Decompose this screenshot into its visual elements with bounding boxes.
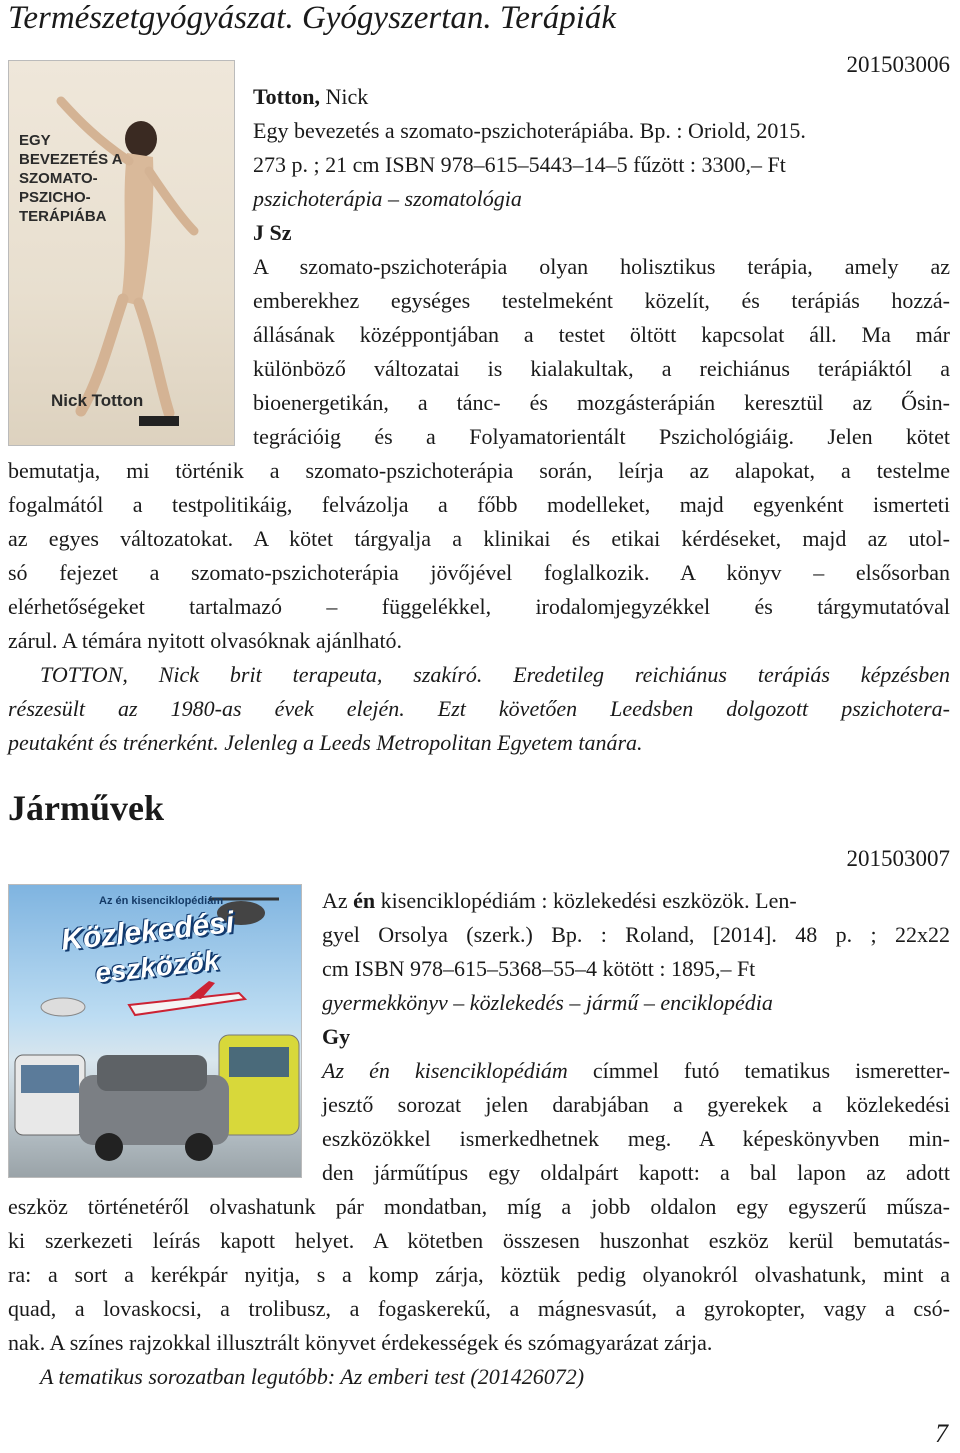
- description-line: bemutatja, mi történik a szomato-pszichoterápia során, leírja az alapokat, a testelme: [8, 458, 950, 483]
- author-bio-line: peutaként és trénerként. Jelenleg a Leeds Metropolitan Egyetem tanára.: [8, 730, 643, 755]
- section-title: Természetgyógyászat. Gyógyszertan. Terápiák: [8, 0, 617, 36]
- description-line: ki szerkezeti leírás kapott helyet. A kötetben összesen huszonhat eszköz kerül bemutatás-: [8, 1228, 950, 1253]
- bibliographic-line: [322, 884, 950, 918]
- bibliographic-line: gyel Orsolya (szerk.) Bp. : Roland, [2014]. 48 p. ; 22x22: [322, 922, 950, 947]
- bibliographic-line: cm ISBN 978–615–5368–55–4 kötött : 1895,– Ft: [322, 956, 756, 981]
- bibliographic-line: Egy bevezetés a szomato-pszichoterápiába. Bp. : Oriold, 2015.: [253, 118, 806, 143]
- cover-series: Az én kisenciklopédiám: [99, 895, 224, 907]
- cover-author: Nick Totton: [51, 391, 144, 410]
- description-line: állásának középpontjában a testet öltött kapcsolat áll. Ma már: [253, 322, 950, 347]
- cover-illustration: [9, 61, 234, 445]
- author-line: [253, 80, 950, 114]
- description-line: tegrációig és a Folyamatorientált Pszichológiáig. Jelen kötet: [253, 424, 950, 449]
- title-part: kisenciklopédiám : közlekedési eszközök. Len-: [375, 888, 797, 913]
- subject-terms: gyermekkönyv – közlekedés – jármű – enciklopédia: [322, 990, 773, 1015]
- section-title: Járművek: [8, 788, 164, 828]
- book-cover-image: [8, 60, 235, 446]
- description-line: az egyes változatokat. A kötet tárgyalja a klinikai és etikai kérdéseket, majd az utol-: [8, 526, 950, 551]
- series-title: Az én kisenciklopédiám: [322, 1058, 568, 1083]
- description-line: den járműtípus egy oldalpárt kapott: a bal lapon az adott: [322, 1160, 950, 1185]
- description-line: bioenergetikán, a tánc- és mozgásterápián keresztül az Ősin-: [253, 390, 950, 415]
- author-bio-line: részesült az 1980-as évek elején. Ezt követően Leedsben dolgozott pszichotera-: [8, 696, 950, 721]
- description-line: nak. A színes rajzokkal illusztrált könyvet érdekességek és szómagyarázat zárja.: [8, 1330, 713, 1355]
- description-line: elérhetőségeket tartalmazó – függelékkel, irodalomjegyzékkel és tárgymutatóval: [8, 594, 950, 619]
- description-line: quad, a lovaskocsi, a trolibusz, a fogaskerekű, a mágnesvasút, a gyrokopter, vagy a csó-: [8, 1296, 950, 1321]
- cover-title: Közlekedési: [59, 906, 236, 957]
- author-bio-line: TOTTON, Nick brit terapeuta, szakíró. Eredetileg reichiánus terápiás képzésben: [40, 662, 950, 687]
- title-part: Az: [322, 888, 354, 913]
- entry-id: 201503007: [846, 846, 950, 871]
- description-line: só fejezet a szomato-pszichoterápia jövőjével foglalkozik. A könyv – elsősorban: [8, 560, 950, 585]
- series-note: A tematikus sorozatban legutóbb: Az emberi test (201426072): [40, 1364, 585, 1389]
- description-line: eszköz történetéről olvashatunk pár mondatban, míg a jobb oldalon egy egyszerű műsza-: [8, 1194, 950, 1219]
- entry-id: 201503006: [846, 52, 950, 77]
- description-line: fogalmától a testpolitikáig, felvázolja a főbb modelleket, majd egyenként ismerteti: [8, 492, 950, 517]
- description-line: emberekhez egységes testelmeként közelít, és terápiás hozzá-: [253, 288, 950, 313]
- description-text: címmel futó tematikus ismeretter-: [567, 1058, 950, 1083]
- cover-title: EGY BEVEZETÉS A SZOMATO-PSZICHO-TERÁPIÁBA: [19, 132, 123, 225]
- cover-title: eszközök: [93, 944, 221, 989]
- classification-code: Gy: [322, 1024, 351, 1049]
- author-forename: Nick: [320, 84, 369, 109]
- description-line: eszközökkel ismerkedhetnek meg. A képeskönyvben min-: [322, 1126, 950, 1151]
- description-line: ra: a sort a kerékpár nyitja, s a komp zárja, köztük pedig olyanokról olvashatunk, mint a: [8, 1262, 950, 1287]
- author-surname: Totton,: [253, 84, 321, 109]
- description-line: A szomato-pszichoterápia olyan holisztikus terápia, amely az: [253, 254, 950, 279]
- page-number: 7: [935, 1419, 948, 1448]
- book-cover-image: [8, 884, 302, 1178]
- subject-terms: pszichoterápia – szomatológia: [253, 186, 522, 211]
- description-line: [322, 1054, 950, 1088]
- description-line: jesztő sorozat jelen darabjában a gyerekek a közlekedési: [322, 1092, 950, 1117]
- description-line: különböző változatai is kialakultak, a reichiánus terápiáktól a: [253, 356, 950, 381]
- bibliographic-line: 273 p. ; 21 cm ISBN 978–615–5443–14–5 fűzött : 3300,– Ft: [253, 152, 786, 177]
- title-keyword: én: [353, 888, 376, 913]
- classification-code: J Sz: [253, 220, 292, 245]
- description-line: zárul. A témára nyitott olvasóknak ajánlható.: [8, 628, 403, 653]
